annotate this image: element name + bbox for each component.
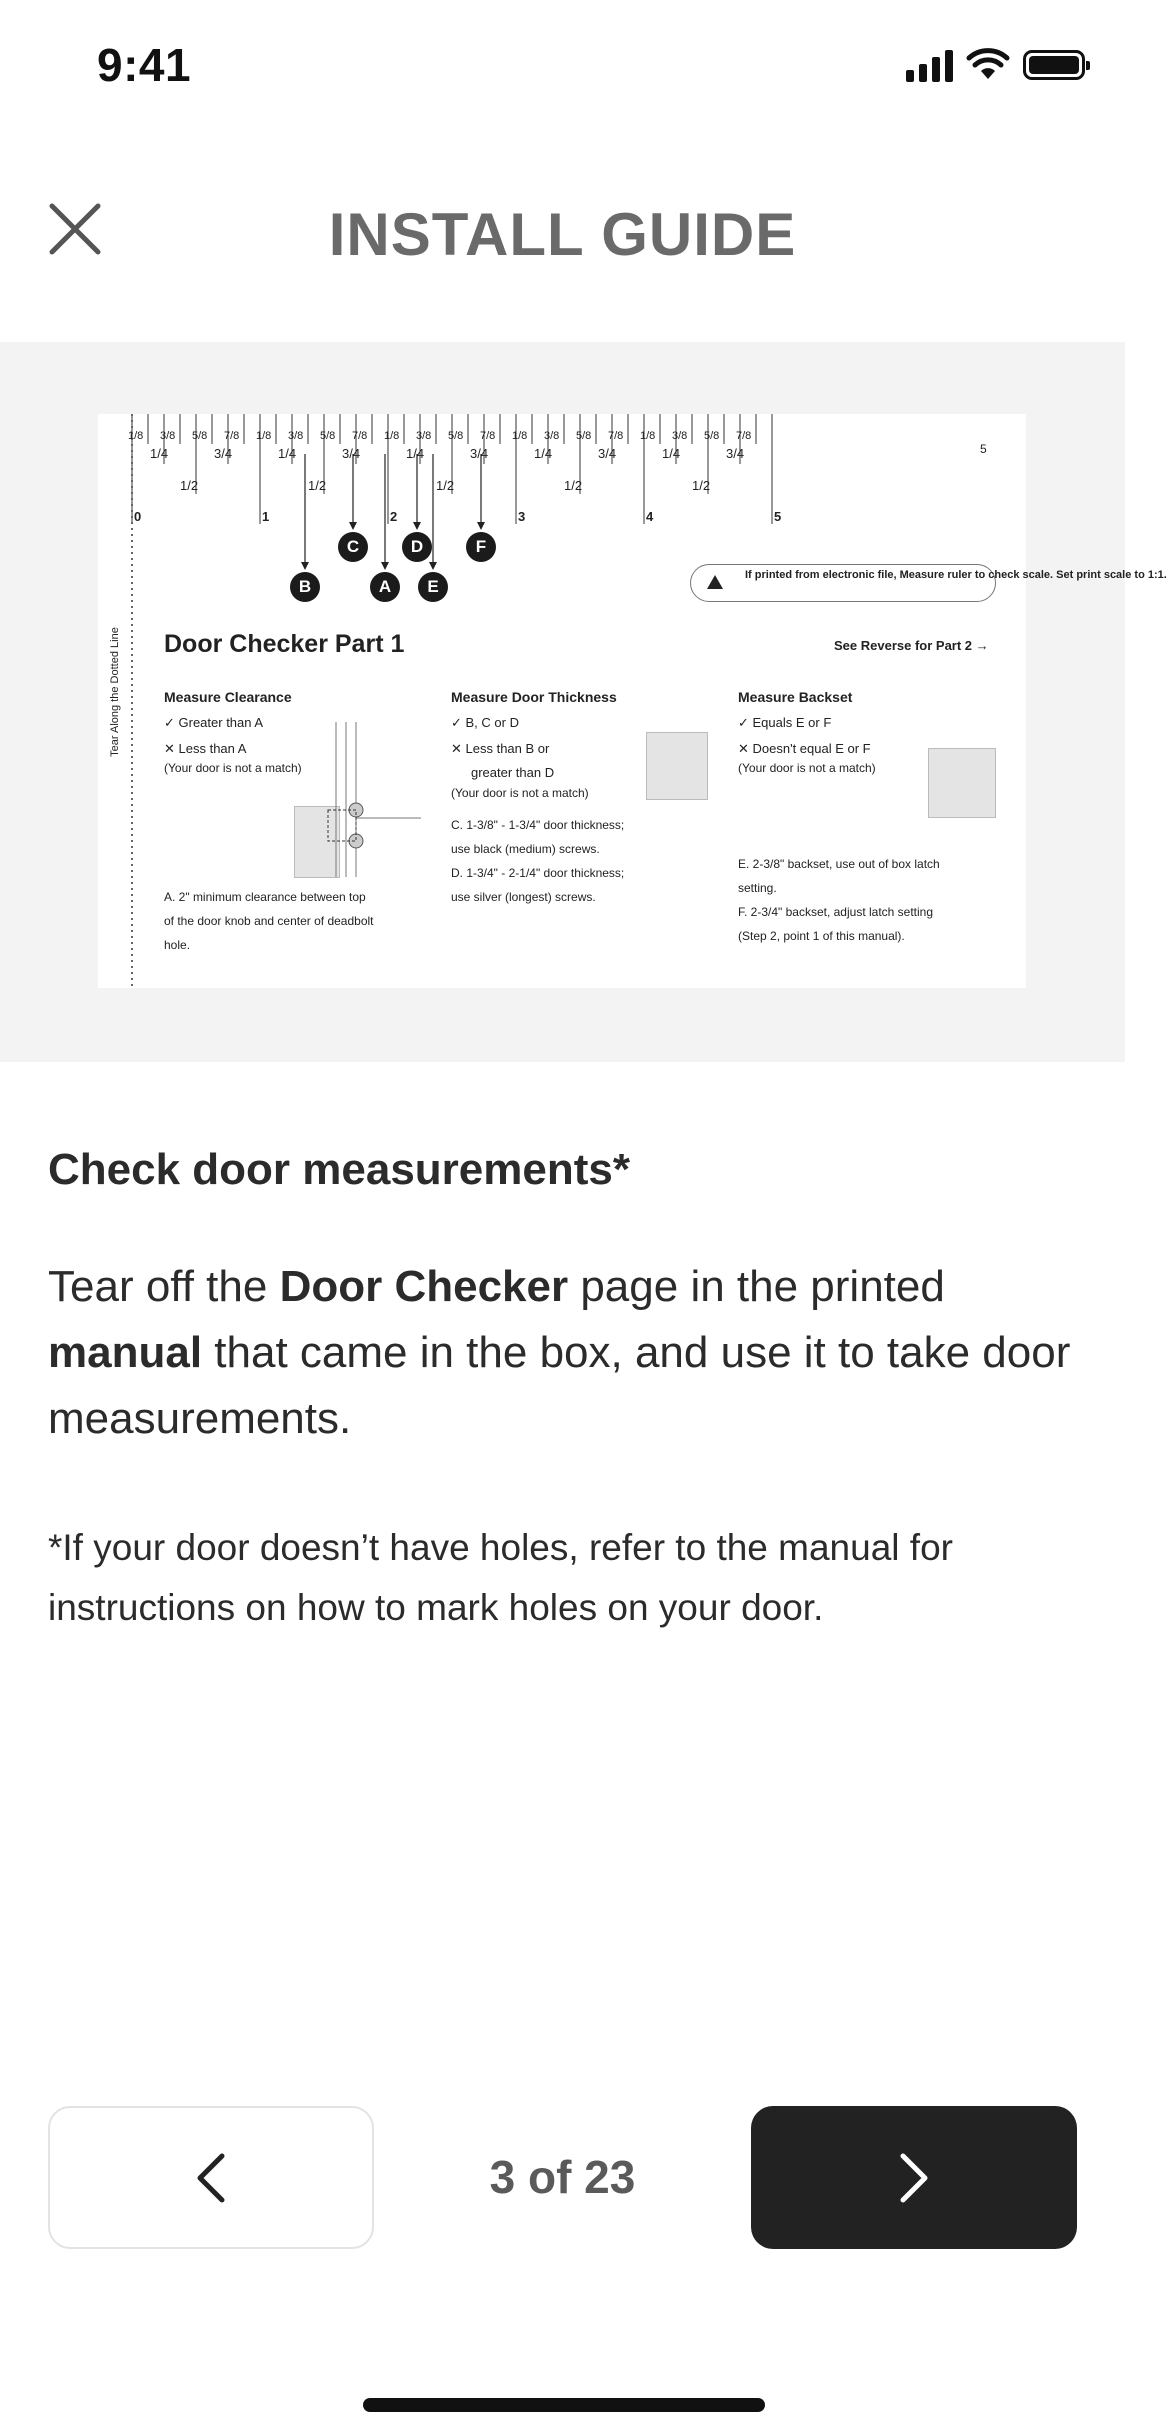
door-thickness-sketch bbox=[646, 732, 708, 800]
ruler-quarter-label: 1/4 bbox=[534, 446, 553, 461]
arrowhead bbox=[301, 562, 309, 570]
body-text: that came in the box, and use it to take door measurements. bbox=[48, 1328, 1071, 1443]
ruler-half-label: 1/2 bbox=[308, 478, 327, 493]
col-clearance-item: ✕ Less than A bbox=[164, 741, 247, 756]
ruler-eighth-label: 5/8 bbox=[704, 430, 720, 442]
arrowhead bbox=[429, 562, 437, 570]
col-thickness-item: ✓ B, C or D bbox=[451, 715, 519, 730]
ruler-eighth-label: 7/8 bbox=[224, 430, 240, 442]
ruler-eighth-label: 3/8 bbox=[672, 430, 688, 442]
ruler-inch-label: 4 bbox=[646, 509, 654, 524]
see-reverse-label: See Reverse for Part 2 → bbox=[834, 638, 989, 653]
arrowhead bbox=[349, 522, 357, 530]
body-text: page in the printed bbox=[568, 1262, 945, 1311]
ruler-quarter-label: 1/4 bbox=[662, 446, 681, 461]
col-backset-note: E. 2-3/8" backset, use out of box latch bbox=[738, 857, 940, 871]
ruler-eighth-label: 1/8 bbox=[384, 430, 400, 442]
ruler-eighth-label: 5/8 bbox=[576, 430, 592, 442]
ruler-inch-label: 1 bbox=[262, 509, 270, 524]
chevron-left-icon bbox=[194, 2152, 228, 2204]
tear-line-label: Tear Along the Dotted Line bbox=[108, 627, 121, 757]
ruler-half-label: 1/2 bbox=[564, 478, 583, 493]
ruler-eighth-label: 7/8 bbox=[352, 430, 368, 442]
step-body bbox=[48, 1254, 1088, 1452]
ruler-eighth-label: 5/8 bbox=[192, 430, 208, 442]
marker-d: D bbox=[402, 532, 432, 562]
battery-icon bbox=[1023, 50, 1085, 80]
col-thickness-item: greater than D bbox=[471, 765, 555, 780]
ruler-eighth-label: 7/8 bbox=[608, 430, 624, 442]
body-text: Tear off the bbox=[48, 1262, 280, 1311]
col-clearance-note: of the door knob and center of deadbolt bbox=[164, 914, 374, 928]
page-title: INSTALL GUIDE bbox=[328, 201, 797, 268]
col-thickness-title: Measure Door Thickness bbox=[451, 689, 617, 705]
col-clearance-title: Measure Clearance bbox=[164, 689, 292, 705]
instruction-image-panel bbox=[0, 342, 1167, 1062]
body-emphasis-door-checker: Door Checker bbox=[279, 1262, 569, 1311]
print-warning bbox=[690, 564, 1167, 602]
next-button[interactable] bbox=[751, 2106, 1077, 2249]
ruler-eighth-label: 1/8 bbox=[640, 430, 656, 442]
marker-b: B bbox=[290, 572, 320, 602]
chevron-right-icon bbox=[897, 2152, 931, 2204]
signal-icon bbox=[906, 48, 953, 82]
page-indicator: 3 of 23 bbox=[489, 2151, 636, 2203]
warning-icon bbox=[707, 575, 723, 589]
arrowhead bbox=[413, 522, 421, 530]
header bbox=[0, 170, 1125, 290]
col-thickness-note: use black (medium) screws. bbox=[451, 842, 600, 856]
ruler-eighth-label: 3/8 bbox=[160, 430, 176, 442]
status-icons bbox=[906, 48, 1085, 82]
ruler-quarter-label: 3/4 bbox=[470, 446, 489, 461]
col-thickness-item: (Your door is not a match) bbox=[451, 786, 589, 800]
home-indicator bbox=[363, 2398, 765, 2412]
page-number: 5 bbox=[980, 442, 987, 456]
body-emphasis-manual: manual bbox=[48, 1328, 203, 1377]
col-backset-note: setting. bbox=[738, 881, 777, 895]
col-thickness-note: C. 1-3/8" - 1-3/4" door thickness; bbox=[451, 818, 625, 832]
arrowhead bbox=[477, 522, 485, 530]
col-backset-item: ✕ Doesn't equal E or F bbox=[738, 741, 871, 756]
doc-title: Door Checker Part 1 bbox=[164, 630, 405, 658]
arrowhead bbox=[381, 562, 389, 570]
ruler-quarter-label: 3/4 bbox=[342, 446, 361, 461]
col-thickness-note: use silver (longest) screws. bbox=[451, 890, 596, 904]
ruler-inch-label: 5 bbox=[774, 509, 782, 524]
col-backset-title: Measure Backset bbox=[738, 689, 853, 705]
col-clearance-item: ✓ Greater than A bbox=[164, 715, 264, 730]
ruler-inch-label: 2 bbox=[390, 509, 398, 524]
marker-a: A bbox=[370, 572, 400, 602]
warning-text: If printed from electronic file, Measure ruler to check scale. Set print scale to 1:1. bbox=[745, 569, 1167, 581]
ruler-quarter-label: 3/4 bbox=[598, 446, 617, 461]
ruler-quarter-label: 1/4 bbox=[150, 446, 169, 461]
marker-f: F bbox=[466, 532, 496, 562]
col-backset-item: ✓ Equals E or F bbox=[738, 715, 832, 730]
marker-c: C bbox=[338, 532, 368, 562]
ruler-eighth-label: 7/8 bbox=[736, 430, 752, 442]
ruler-quarter-label: 3/4 bbox=[726, 446, 745, 461]
status-time: 9:41 bbox=[97, 39, 192, 91]
ruler-eighth-label: 1/8 bbox=[512, 430, 528, 442]
step-footnote: *If your door doesn’t have holes, refer to the manual for instructions on how to mark holes on your door. bbox=[48, 1527, 953, 1628]
ruler-half-label: 1/2 bbox=[436, 478, 455, 493]
col-clearance-note: A. 2" minimum clearance between top bbox=[164, 890, 366, 904]
ruler-half-label: 1/2 bbox=[692, 478, 711, 493]
ruler-eighth-label: 1/8 bbox=[256, 430, 272, 442]
ruler-eighth-label: 3/8 bbox=[544, 430, 560, 442]
ruler-quarter-label: 3/4 bbox=[214, 446, 233, 461]
col-clearance-note: hole. bbox=[164, 938, 191, 952]
ruler-inch-label: 0 bbox=[134, 509, 142, 524]
ruler-quarter-label: 1/4 bbox=[278, 446, 297, 461]
step-heading: Check door measurements* bbox=[48, 1145, 630, 1194]
col-clearance-item: (Your door is not a match) bbox=[164, 761, 302, 775]
ruler-quarter-label: 1/4 bbox=[406, 446, 425, 461]
ruler-eighth-label: 3/8 bbox=[288, 430, 304, 442]
col-thickness-item: ✕ Less than B or bbox=[451, 741, 550, 756]
col-backset-item: (Your door is not a match) bbox=[738, 761, 876, 775]
ruler-inch-label: 3 bbox=[518, 509, 526, 524]
ruler-eighth-label: 3/8 bbox=[416, 430, 432, 442]
dotted-tear-line bbox=[130, 414, 134, 988]
ruler-eighth-label: 7/8 bbox=[480, 430, 496, 442]
previous-button[interactable] bbox=[48, 2106, 374, 2249]
backset-sketch bbox=[928, 748, 996, 818]
ruler-half-label: 1/2 bbox=[180, 478, 199, 493]
ruler-eighth-label: 1/8 bbox=[128, 430, 144, 442]
col-backset-note: (Step 2, point 1 of this manual). bbox=[738, 929, 905, 943]
door-checker-illustration bbox=[98, 414, 1167, 988]
col-thickness-note: D. 1-3/4" - 2-1/4" door thickness; bbox=[451, 866, 625, 880]
status-bar bbox=[0, 0, 1125, 130]
ruler-eighth-label: 5/8 bbox=[320, 430, 336, 442]
clearance-sketch-lines bbox=[316, 722, 426, 882]
wifi-icon bbox=[967, 49, 1009, 81]
col-backset-note: F. 2-3/4" backset, adjust latch setting bbox=[738, 905, 934, 919]
marker-e: E bbox=[418, 572, 448, 602]
ruler-eighth-label: 5/8 bbox=[448, 430, 464, 442]
